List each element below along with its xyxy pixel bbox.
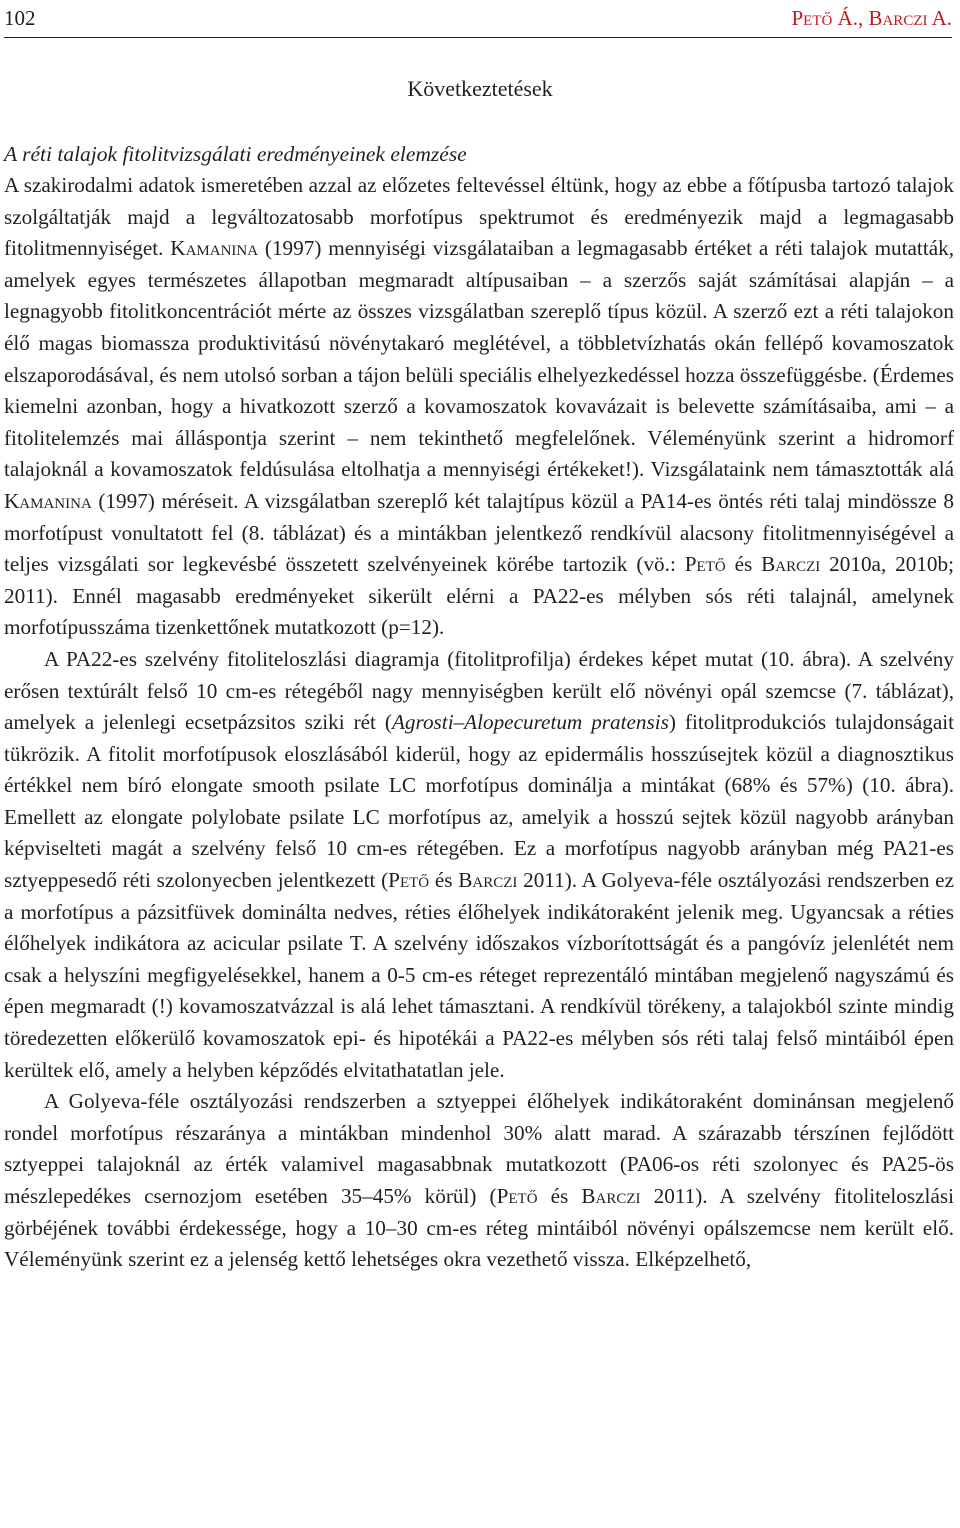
page-number: 102 — [4, 6, 36, 30]
author-citation: Barczi — [458, 868, 518, 893]
author-citation: Pető — [684, 552, 726, 577]
text-run: ) fitolitprodukciós tulajdonságait tükrözik. A fitolit morfotípusok eloszlásából kiderül, hogy az epidermális hosszúsejtek közül a diagnosztikus értékkel nem bíró elongate smooth psilate LC morfotípus dominálja a mintákat (68% és 57%) (10. ábra). Emellett az elongate polylobate psilate LC morfotípus az, amelyik a hosszú sejtek közül nagyobb arányban képviselteti magát a szelvény felső 10 cm-es rétegében. Ez a morfotípus nagyobb arányban még PA21-es sztyeppesedő réti szolonyecben jelentkezett ( — [4, 710, 954, 893]
author-citation: Barczi — [581, 1184, 641, 1208]
text-run: és — [429, 868, 459, 893]
paragraph-1 — [4, 170, 954, 644]
body-text — [4, 170, 954, 1276]
author-citation: Kamanina — [4, 488, 92, 513]
text-run: A szakirodalmi adatok ismeretében azzal az előzetes feltevéssel éltünk, hogy az ebbe a főtípusba tartozó talajok szolgáltatják majd a legváltozatosabb morfotípus spektrumot és eredményezik majd a legmagasabb fitolitmennyiséget. — [4, 173, 954, 261]
taxon-name: Agrosti–Alopecuretum pratensis — [391, 710, 669, 735]
page-header — [4, 4, 952, 36]
author-citation: Kamanina — [170, 236, 259, 261]
paragraph-3 — [4, 1086, 954, 1276]
subsection-title: A réti talajok fitolitvizsgálati eredményeinek elemzése — [4, 142, 467, 166]
header-rule — [4, 37, 952, 38]
text-run: 2011). A szelvény fitoliteloszlási görbéjének további érdekessége, hogy a 10–30 cm-es réteg mintáiból növényi opálszemcse nem került elő. Véleményünk szerint ez a jelenség kettő lehetséges okra vezethető vissza. Elképzelhető, — [4, 1184, 954, 1272]
text-run: 2011). A Golyeva-féle osztályozási rendszerben ez a morfotípus a pázsitfüvek dominálta nedves, réties élőhelyek indikátoraként jelenik meg. Ugyancsak a réties élőhelyek indikátora az acicular psilate T. A szelvény időszakos vízborítottságát és a pangóvíz jelenlétét nem csak a helyszíni megfigyelésekkel, hanem a 0-5 cm-es réteget reprezentáló mintában megjelenő nagyszámú és épen megmaradt (!) kovamoszatvázzal is alá lehet támasztani. A rendkívül törékeny, a talajokból szinte mindig töredezetten előkerülő kovamoszatok epi- és hipotékái a PA22-es mélyben sós réti talaj felső mintáiból épen kerültek elő, amely a helyben képződés elvitathatatlan jele. — [4, 868, 954, 1082]
paragraph-2 — [4, 644, 954, 1086]
text-run: 2010a, 2010b; 2011). Ennél magasabb eredményeket sikerült elérni a PA22-es mélyben sós réti talajnál, amelynek morfotípusszáma tizenkettőnek mutatkozott (p=12). — [4, 552, 955, 640]
author-citation: Pető — [388, 868, 430, 893]
author-citation: Barczi — [761, 552, 821, 577]
text-run: (1997) méréseit. A vizsgálatban szereplő két talajtípus közül a PA14-es öntés réti talaj mindössze 8 morfotípust vonultatott fel (8. táblázat) és a mintákban jelentkező rendkívül alacsony fitolitmennyiségével a teljes vizsgálati sor legkevésbé összetett szelvényeinek körébe tartozik (vö.: — [4, 488, 954, 577]
running-head: Pető Á., Barczi A. — [791, 6, 952, 30]
text-run: és — [725, 552, 762, 577]
author-citation: Pető — [496, 1184, 538, 1208]
text-run: A Golyeva-féle osztályozási rendszerben a sztyeppei élőhelyek indikátoraként dominánsan megjelenő rondel morfotípus részaránya a mintákban mindenhol 30% alatt marad. A szárazabb térszínen fejlődött sztyeppei talajoknál az érték valamivel magasabbnak mutatkozott (PA06-os réti szolonyec és PA25-ös mészlepedékes csernozjom esetében 35–45% körül) ( — [4, 1089, 954, 1208]
text-run: A PA22-es szelvény fitoliteloszlási diagramja (fitolitprofilja) érdekes képet mutat (10. ábra). A szelvény erősen textúrált felső 10 cm-es rétegéből nagy mennyiségben került elő növényi opál szemcse (7. táblázat), amelyek a jelenlegi ecsetpázsitos sziki rét ( — [4, 646, 954, 735]
text-run: (1997) mennyiségi vizsgálataiban a legmagasabb értéket a réti talajok mutatták, amelyek egyes természetes állapotban megmaradt altípusaiban – a szerzős saját számításai alapján – a legnagyobb fitolitkoncentrációt mérte az összes vizsgálatban szereplő típus közül. A szerző ezt a réti talajokon élő magas biomassza produktivitású növénytakaró meglétével, a többletvízhatás okán fellépő kovamoszatok elszaporodásával, és nem utolsó sorban a tájon belüli speciális elhelyezkedéssel hozza összefüggésbe. (Érdemes kiemelni azonban, hogy a hivatkozott szerző a kovamoszatok kovavázait is belevette számításaiba, ami – a fitolitelemzés mai álláspontja szerint – nem tekinthető megfelelőnek. Véleményünk szerint a hidromorf talajoknál a kovamoszatok feldúsulása eltolhatja a mennyiségi értékeket!). Vizsgálataink nem támasztották alá — [4, 236, 954, 482]
section-title: Következtetések — [407, 76, 553, 101]
text-run: és — [537, 1184, 582, 1208]
